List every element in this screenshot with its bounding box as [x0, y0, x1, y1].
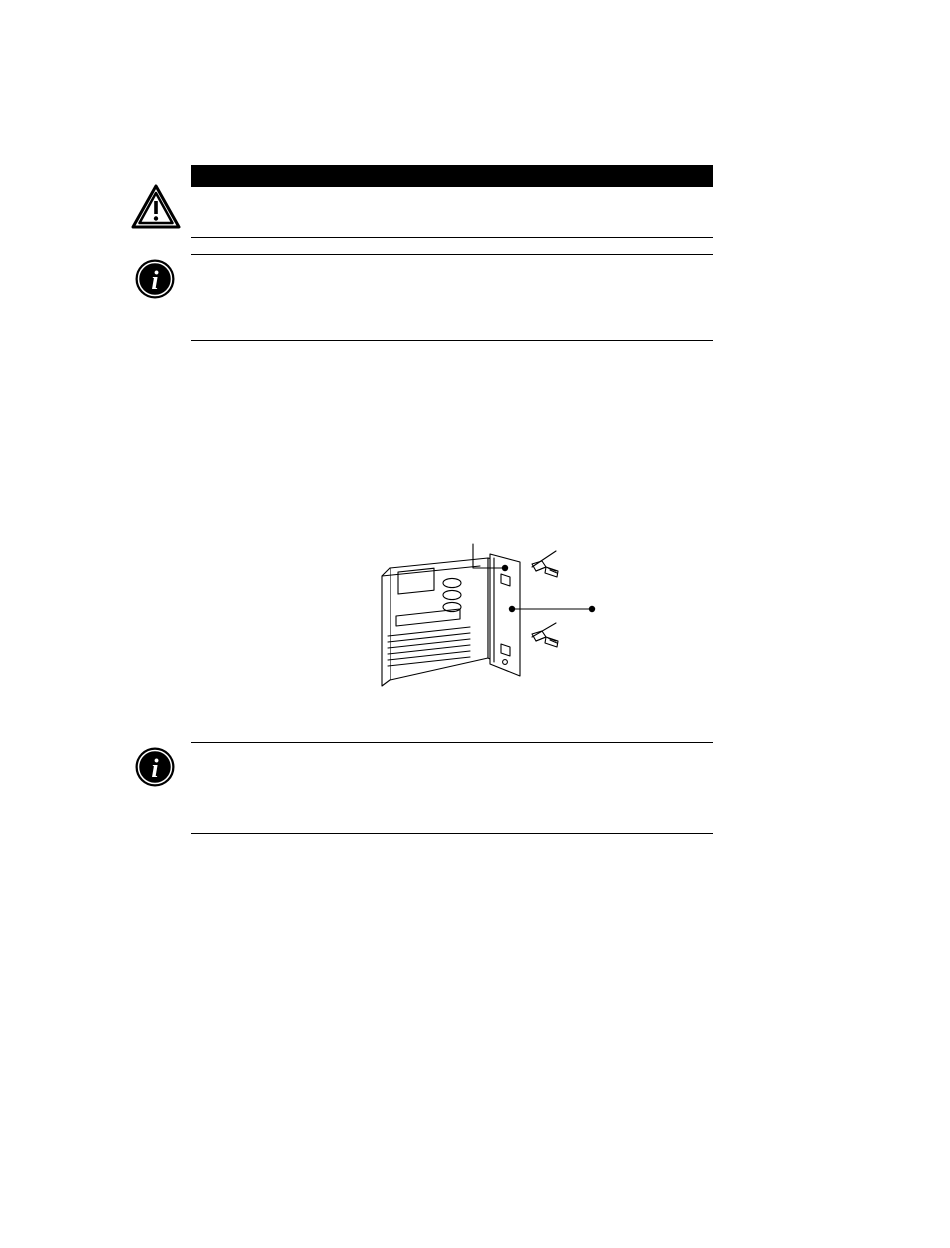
- caution-bottom-rule: [191, 237, 713, 238]
- information-circle-icon: [134, 258, 176, 300]
- note2-bottom-rule: [191, 833, 713, 834]
- note1-top-rule: [191, 254, 713, 255]
- figure-chassis-diagram: [360, 540, 620, 710]
- svg-text:i: i: [151, 266, 159, 295]
- caution-header-bar: [191, 165, 713, 187]
- svg-text:i: i: [151, 754, 159, 783]
- note2-top-rule: [191, 742, 713, 743]
- information-circle-icon: [134, 746, 176, 788]
- note1-bottom-rule: [191, 340, 713, 341]
- warning-triangle-icon: [131, 184, 181, 230]
